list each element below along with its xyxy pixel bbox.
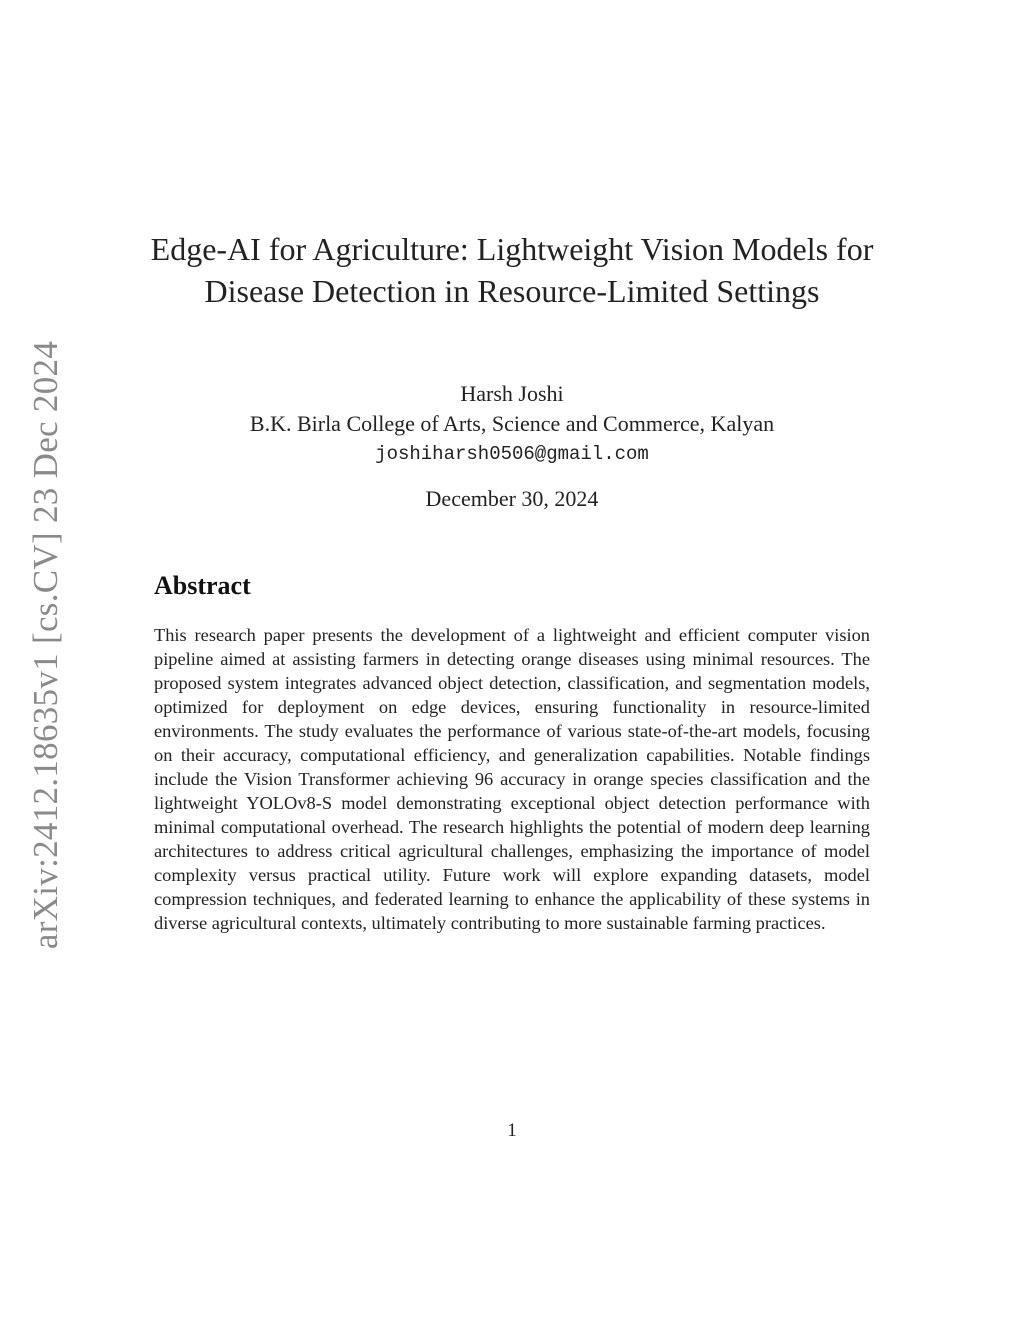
author-block [150,379,874,469]
paper-date: December 30, 2024 [425,486,599,511]
abstract-body: This research paper presents the development of a lightweight and efficient computer vision pipeline aimed at assisting farmers in detecting orange diseases using minimal resources. The proposed system integrates advanced object detection, classification, and segmentation models, optimized for deployment on edge devices, ensuring functionality in resource-limited environments. The study evaluates the performance of various state-of-the-art models, focusing on their accuracy, computational efficiency, and generalization capabilities. Notable findings include the Vision Transformer achieving 96 accuracy in orange species classification and the lightweight YOLOv8-S model demonstrating exceptional object detection performance with minimal computational overhead. The research highlights the potential of modern deep learning architectures to address critical agricultural challenges, emphasizing the importance of model complexity versus practical utility. Future work will explore expanding datasets, model compression techniques, and federated learning to enhance the applicability of these systems in diverse agricultural contexts, ultimately contributing to more sustainable farming practices. [154,625,870,933]
author-email: joshiharsh0506@gmail.com [375,443,649,465]
arxiv-identifier-stamp: arXiv:2412.18635v1 [cs.CV] 23 Dec 2024 [26,340,65,950]
paper-title: Edge-AI for Agriculture: Lightweight Vision Models for Disease Detection in Resource-Limited Settings [150,231,874,309]
abstract-heading: Abstract [154,571,251,600]
author-affiliation: B.K. Birla College of Arts, Science and Commerce, Kalyan [249,411,775,436]
page-number: 1 [507,1120,517,1141]
author-name: Harsh Joshi [460,381,564,406]
